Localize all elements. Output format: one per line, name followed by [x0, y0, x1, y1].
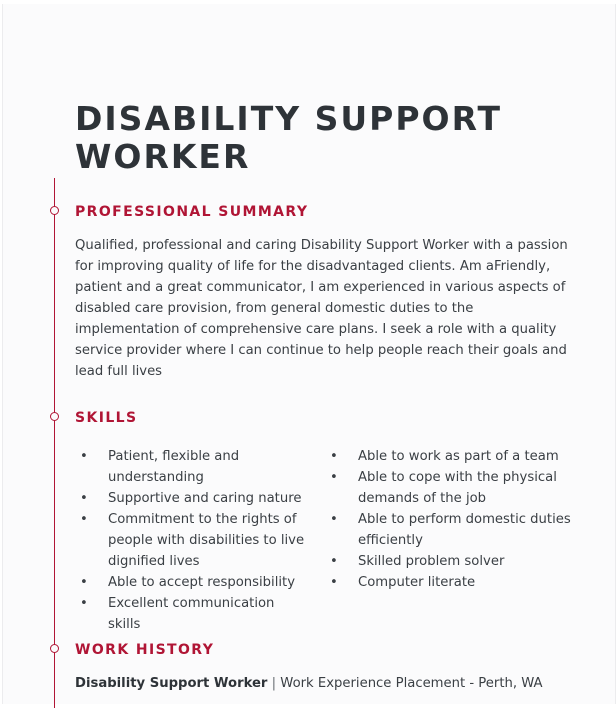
skill-item: • Commitment to the rights of people with disabilities to live dignified lives — [75, 509, 305, 572]
skill-item: • Computer literate — [325, 572, 575, 593]
timeline-line — [54, 178, 55, 708]
skill-item: • Able to accept responsibility — [75, 572, 305, 593]
skill-item: • Able to cope with the physical demands of the job — [325, 467, 575, 509]
job-separator: | — [271, 676, 277, 691]
section-marker-work-history — [50, 644, 59, 653]
section-marker-summary — [50, 206, 59, 215]
skill-item: • Patient, flexible and understanding — [75, 446, 305, 488]
summary-heading: PROFESSIONAL SUMMARY — [75, 204, 309, 220]
skills-heading: SKILLS — [75, 410, 138, 426]
job-entry — [75, 673, 595, 694]
skills-list-left — [75, 446, 305, 635]
summary-text: Qualified, professional and caring Disability Support Worker with a passion for improving quality of life for the disadvantaged clients. Am aFriendly, patient and a great communicator, I am experienced in various aspects of disabled care provision, from general domestic duties to the implementation of comprehensive care plans. I seek a role with a quality service provider where I can continue to help people reach their goals and lead full lives — [75, 238, 568, 379]
skill-item: • Able to perform domestic duties efficiently — [325, 509, 575, 551]
section-marker-skills — [50, 412, 59, 421]
skill-item: • Supportive and caring nature — [75, 488, 305, 509]
skills-list-right — [325, 446, 575, 593]
skill-item: • Excellent communication skills — [75, 593, 305, 635]
resume-title: DISABILITY SUPPORT WORKER — [75, 99, 503, 176]
job-title: Disability Support Worker — [75, 676, 268, 691]
skill-item: • Skilled problem solver — [325, 551, 575, 572]
work-history-heading: WORK HISTORY — [75, 642, 215, 658]
skill-item: • Able to work as part of a team — [325, 446, 575, 467]
job-detail: Work Experience Placement - Perth, WA — [280, 676, 543, 691]
